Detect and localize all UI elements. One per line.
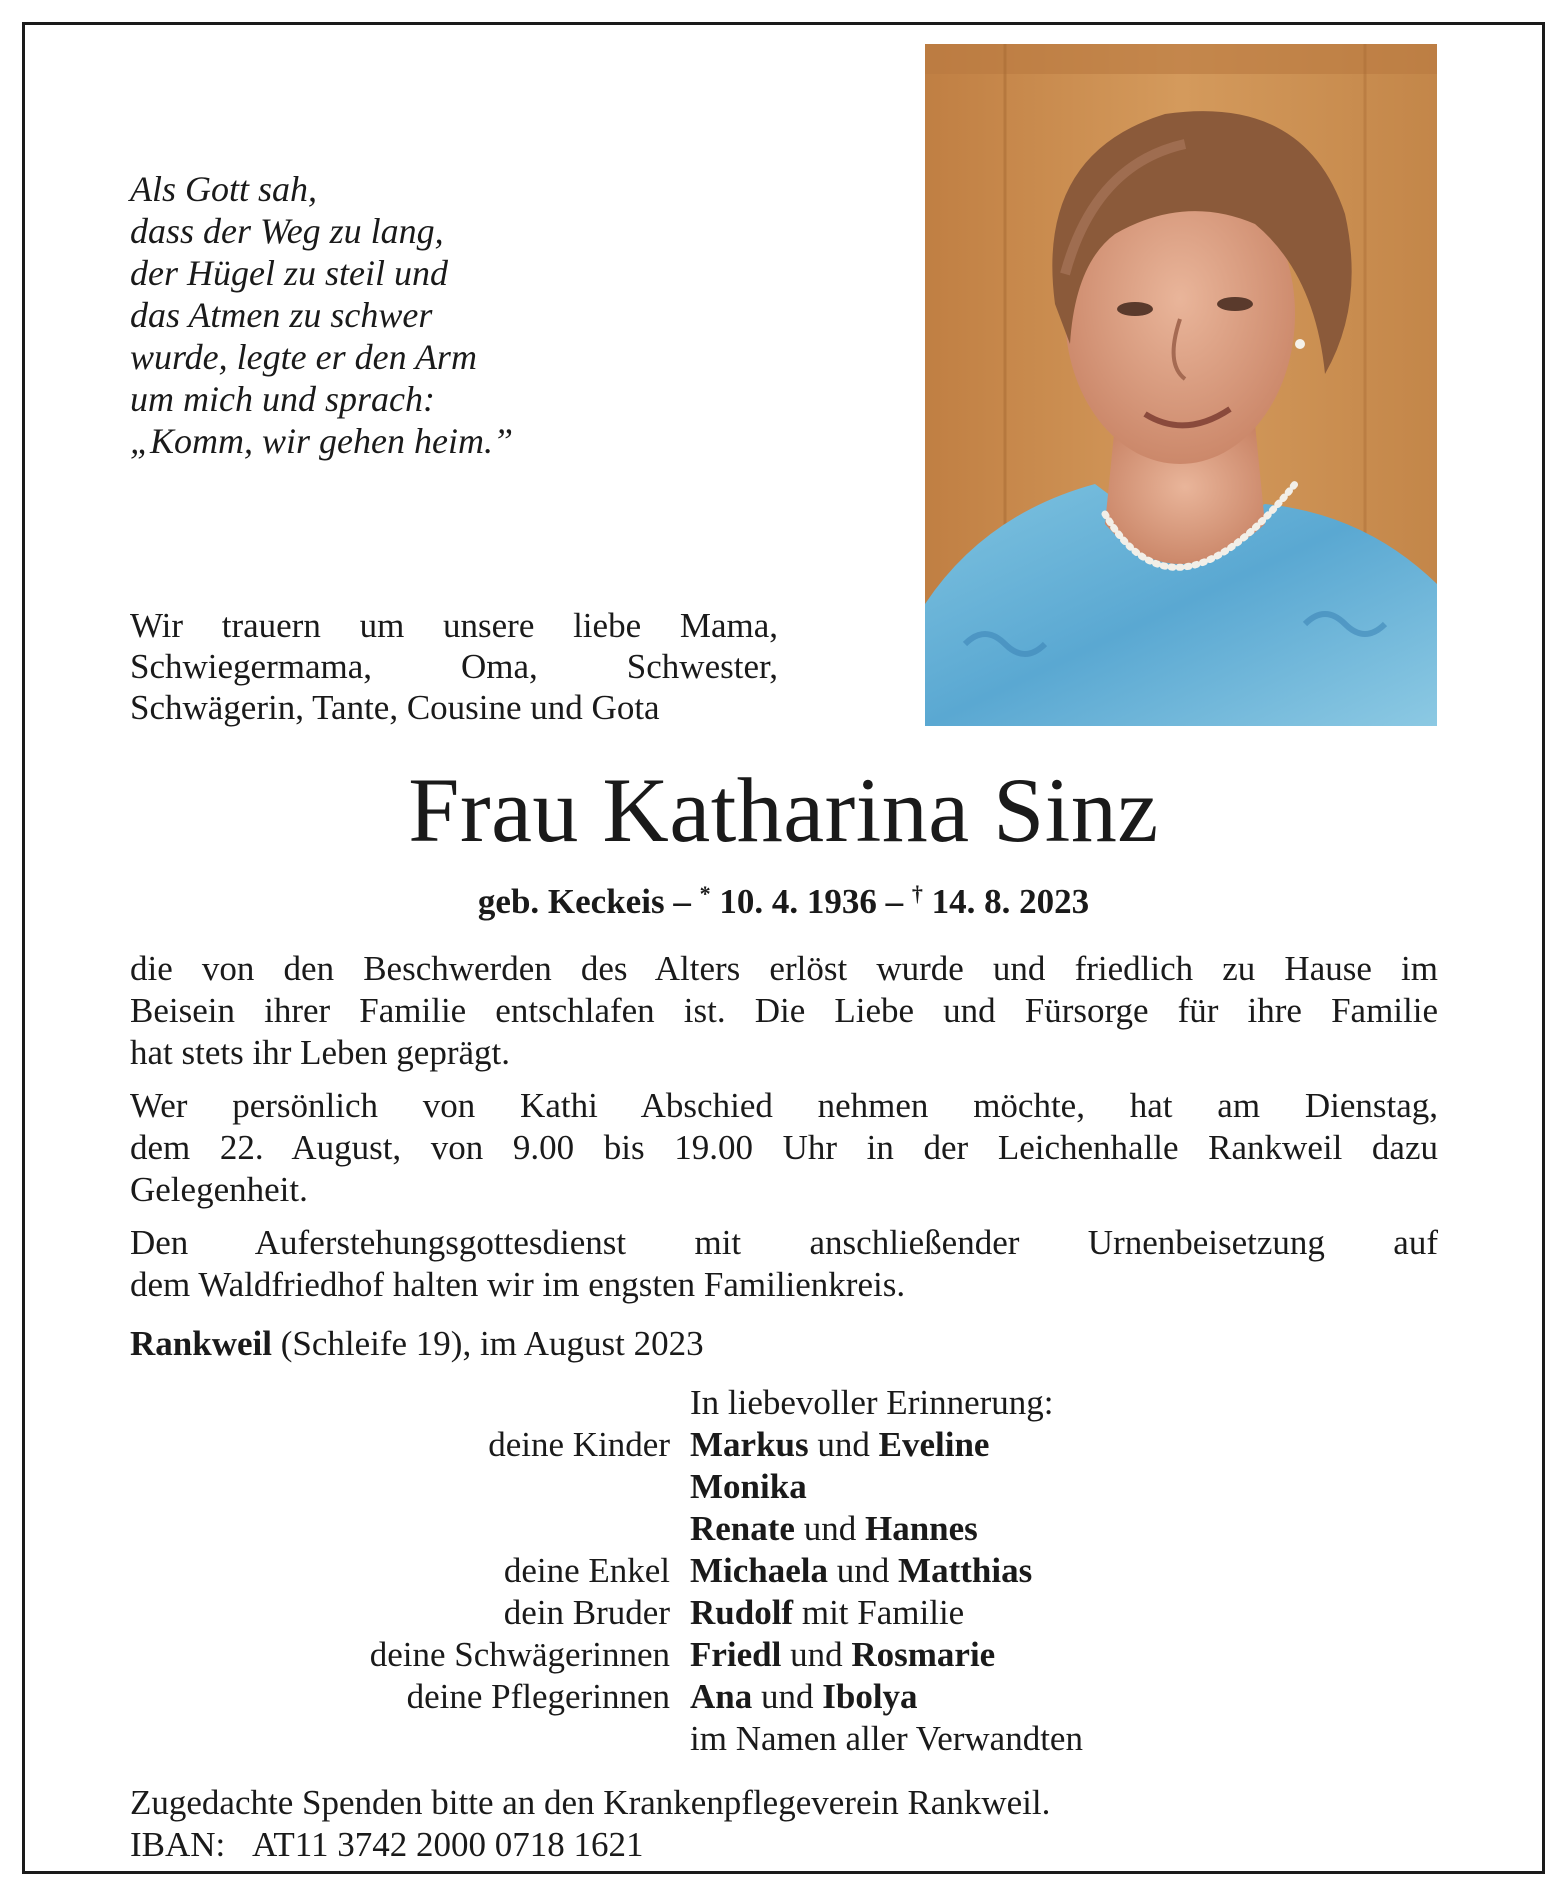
family-conj: mit Familie: [793, 1593, 965, 1632]
text-line: dem 22. August, von 9.00 bis 19.00 Uhr in der Leichenhalle Rankweil dazu: [130, 1128, 1438, 1167]
relation-label: dein Bruder: [503, 1593, 670, 1632]
relation-label: deine Enkel: [503, 1551, 670, 1590]
portrait-illustration: [925, 44, 1437, 726]
poem-line: dass der Weg zu lang,: [130, 211, 444, 251]
text-line: Gelegenheit.: [130, 1170, 308, 1209]
family-list: [130, 1382, 1438, 1760]
deceased-name: Frau Katharina Sinz: [408, 759, 1159, 861]
poem: [130, 168, 513, 462]
mourning-line: Wir trauern um unsere liebe Mama,: [130, 606, 778, 645]
paragraph-farewell: [130, 1085, 1438, 1211]
date-separator: –: [885, 882, 904, 921]
family-conj: und: [828, 1551, 899, 1590]
family-name: Michaela: [690, 1551, 829, 1590]
family-name: Renate: [690, 1509, 795, 1548]
life-dates: [0, 873, 1567, 923]
family-outro: im Namen aller Verwandten: [690, 1719, 1083, 1758]
family-conj: und: [794, 1509, 865, 1548]
family-row: [130, 1592, 1438, 1634]
maiden-name: geb. Keckeis: [477, 882, 665, 921]
birth-symbol: *: [699, 881, 711, 906]
iban-label: IBAN:: [130, 1825, 226, 1864]
relation-label: deine Kinder: [488, 1425, 670, 1464]
poem-line: Als Gott sah,: [130, 169, 318, 209]
family-name: Ana: [690, 1677, 753, 1716]
death-date: 14. 8. 2023: [931, 882, 1090, 921]
family-row: [130, 1424, 1438, 1466]
text-line: dem Waldfriedhof halten wir im engsten Familienkreis.: [130, 1265, 906, 1304]
family-name: Hannes: [864, 1509, 978, 1548]
family-row: [130, 1676, 1438, 1718]
family-intro: In liebevoller Erinnerung:: [690, 1383, 1054, 1422]
place-town: Rankweil: [130, 1324, 272, 1363]
mourning-line: Schwiegermama, Oma, Schwester,: [130, 647, 778, 686]
family-name: Monika: [690, 1467, 807, 1506]
family-row: [130, 1634, 1438, 1676]
paragraph-service: [130, 1222, 1438, 1306]
family-name: Rudolf: [690, 1593, 794, 1632]
mourning-line: Schwägerin, Tante, Cousine und Gota: [130, 688, 660, 727]
poem-line: um mich und sprach:: [130, 379, 435, 419]
iban-number: AT11 3742 2000 0718 1621: [252, 1825, 644, 1864]
donation-info: [130, 1782, 1438, 1866]
birth-date: 10. 4. 1936: [719, 882, 877, 921]
relation-label: deine Pflegerinnen: [406, 1677, 670, 1716]
text-line: Den Auferstehungsgottesdienst mit anschließender Urnenbeisetzung auf: [130, 1223, 1438, 1262]
relation-label: [130, 1508, 690, 1550]
death-symbol: †: [911, 881, 923, 906]
family-name: Rosmarie: [851, 1635, 996, 1674]
portrait-photo: [925, 44, 1437, 726]
family-conj: und: [781, 1635, 852, 1674]
family-name: Ibolya: [822, 1677, 918, 1716]
text-line: Beisein ihrer Familie entschlafen ist. Die Liebe und Fürsorge für ihre Familie: [130, 991, 1438, 1030]
place-rest: (Schleife 19), im August 2023: [271, 1324, 704, 1363]
text-line: Wer persönlich von Kathi Abschied nehmen möchte, hat am Dienstag,: [130, 1086, 1438, 1125]
relation-label: [130, 1466, 690, 1508]
family-row: [130, 1466, 1438, 1508]
family-name: Markus: [690, 1425, 809, 1464]
poem-line: der Hügel zu steil und: [130, 253, 448, 293]
family-conj: und: [752, 1677, 823, 1716]
poem-line: wurde, legte er den Arm: [130, 337, 477, 377]
family-name: Eveline: [878, 1425, 990, 1464]
family-name: Friedl: [690, 1635, 782, 1674]
mourning-intro: [130, 605, 778, 728]
family-conj: und: [808, 1425, 879, 1464]
paragraph-passing: [130, 948, 1438, 1074]
donation-line: Zugedachte Spenden bitte an den Krankenpflegeverein Rankweil.: [130, 1783, 1051, 1822]
text-line: hat stets ihr Leben geprägt.: [130, 1033, 511, 1072]
family-name: Matthias: [898, 1551, 1033, 1590]
text-line: die von den Beschwerden des Alters erlöst wurde und friedlich zu Hause im: [130, 949, 1438, 988]
family-row: [130, 1550, 1438, 1592]
poem-line: das Atmen zu schwer: [130, 295, 433, 335]
poem-line: „Komm, wir gehen heim.”: [130, 421, 514, 461]
relation-label: deine Schwägerinnen: [369, 1635, 670, 1674]
family-row: [130, 1508, 1438, 1550]
date-separator: –: [673, 882, 691, 921]
place-date: [130, 1323, 1438, 1365]
